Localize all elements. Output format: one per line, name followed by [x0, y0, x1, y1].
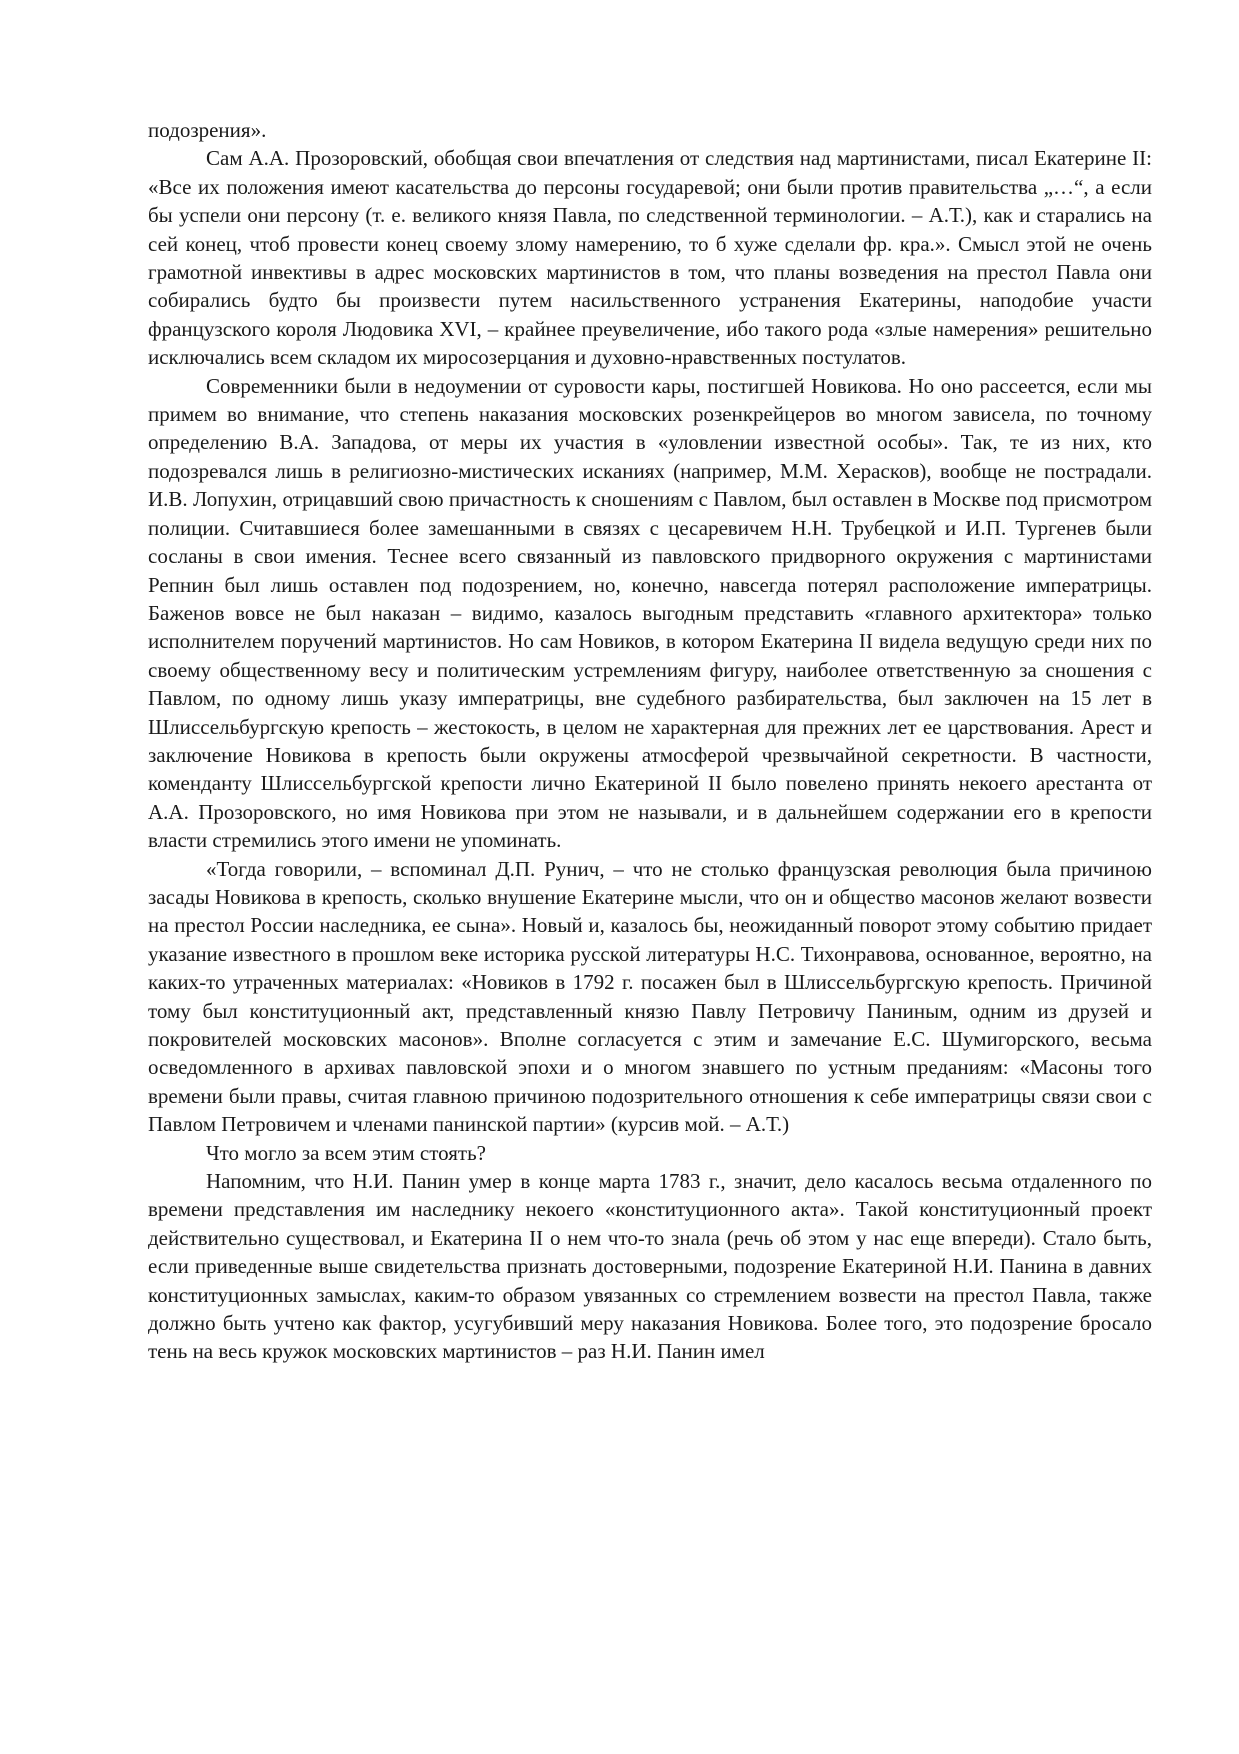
paragraph-continuation: подозрения».: [148, 118, 267, 142]
paragraph-runich: «Тогда говорили, – вспоминал Д.П. Рунич, – что не столько французская революция была причиною засады Новикова в крепость, сколько внушение Екатерине мысли, что он и общество масонов желают возвести на престол России наследника, ее сына». Новый и, казалось бы, неожиданный поворот этому событию придает указание известного в прошлом веке историка русской литературы Н.С. Тихонравова, основанное, вероятно, на каких-то утраченных материалах: «Новиков в 1792 г. посажен был в Шлиссельбургскую крепость. Причиной тому был конституционный акт, представленный князю Павлу Петровичу Паниным, одним из друзей и покровителей московских масонов». Вполне согласуется с этим и замечание Е.С. Шумигорского, весьма осведомленного в архивах павловской эпохи и о многом знавшего по устным преданиям: «Масоны того времени были правы, считая главною причиною подозрительного отношения к себе императрицы связи свои с Павлом Петровичем и членами панинской партии» (курсив мой. – А.Т.): [148, 856, 1152, 1137]
paragraph-contemporaries: Современники были в недоумении от суровости кары, постигшей Новикова. Но оно рассеется, если мы примем во внимание, что степень наказания московских розенкрейцеров во многом зависела, по точному определению В.А. Западова, от меры их участия в «уловлении известной особы». Так, те из них, кто подозревался лишь в религиозно-мистических исканиях (например, М.М. Херасков), вообще не пострадали. И.В. Лопухин, отрицавший свою причастность к сношениям с Павлом, был оставлен в Москве под присмотром полиции. Считавшиеся более замешанными в связях с цесаревичем Н.Н. Трубецкой и И.П. Тургенев были сосланы в свои имения. Теснее всего связанный из павловского придворного окружения с мартинистами Репнин был лишь оставлен под подозрением, но, конечно, навсегда потерял расположение императрицы. Баженов вовсе не был наказан – видимо, казалось выгодным представить «главного архитектора» только исполнителем поручений мартинистов. Но сам Новиков, в котором Екатерина II видела ведущую среди них по своему общественному весу и политическим устремлениям фигуру, наиболее ответственную за сношения с Павлом, по одному лишь указу императрицы, вне судебного разбирательства, был заключен на 15 лет в Шлиссельбургскую крепость – жестокость, в целом не характерная для прежних лет ее царствования. Арест и заключение Новикова в крепость были окружены атмосферой чрезвычайной секретности. В частности, коменданту Шлиссельбургской крепости лично Екатериной II было повелено принять некоего арестанта от А.А. Прозоровского, но имя Новикова при этом не называли, и в дальнейшем содержании его в крепости власти стремились этого имени не упоминать.: [148, 373, 1152, 853]
paragraph-question: Что могло за всем этим стоять?: [206, 1140, 486, 1165]
document-page: [148, 116, 1152, 1366]
paragraph-panin: Напомним, что Н.И. Панин умер в конце марта 1783 г., значит, дело касалось весьма отдаленного по времени представления им наследнику некоего «конституционного акта». Такой конституционный проект действительно существовал, и Екатерина II о нем что-то знала (речь об этом у нас еще впереди). Стало быть, если приведенные выше свидетельства признать достоверными, подозрение Екатериной Н.И. Панина в давних конституционных замыслах, каким-то образом увязанных со стремлением возвести на престол Павла, также должно быть учтено как фактор, усугубивший меру наказания Новикова. Более того, это подозрение бросало тень на весь кружок московских мартинистов – раз Н.И. Панин имел: [148, 1169, 1152, 1364]
paragraph-prozorovsky: Сам А.А. Прозоровский, обобщая свои впечатления от следствия над мартинистами, писал Екатерине II: «Все их положения имеют касательства до персоны государевой; они были против правительства „…“, а если бы успели они персону (т. е. великого князя Павла, по следственной терминологии. – А.Т.), как и старались на сей конец, чтоб провести конец своему злому намерению, то б хуже сделали фр. кра.». Смысл этой не очень грамотной инвективы в адрес московских мартинистов в том, что планы возведения на престол Павла они собирались будто бы произвести путем насильственного устранения Екатерины, наподобие участи французского короля Людовика XVI, – крайнее преувеличение, ибо такого рода «злые намерения» решительно исключались всем складом их миросозерцания и духовно-нравственных постулатов.: [148, 146, 1152, 370]
